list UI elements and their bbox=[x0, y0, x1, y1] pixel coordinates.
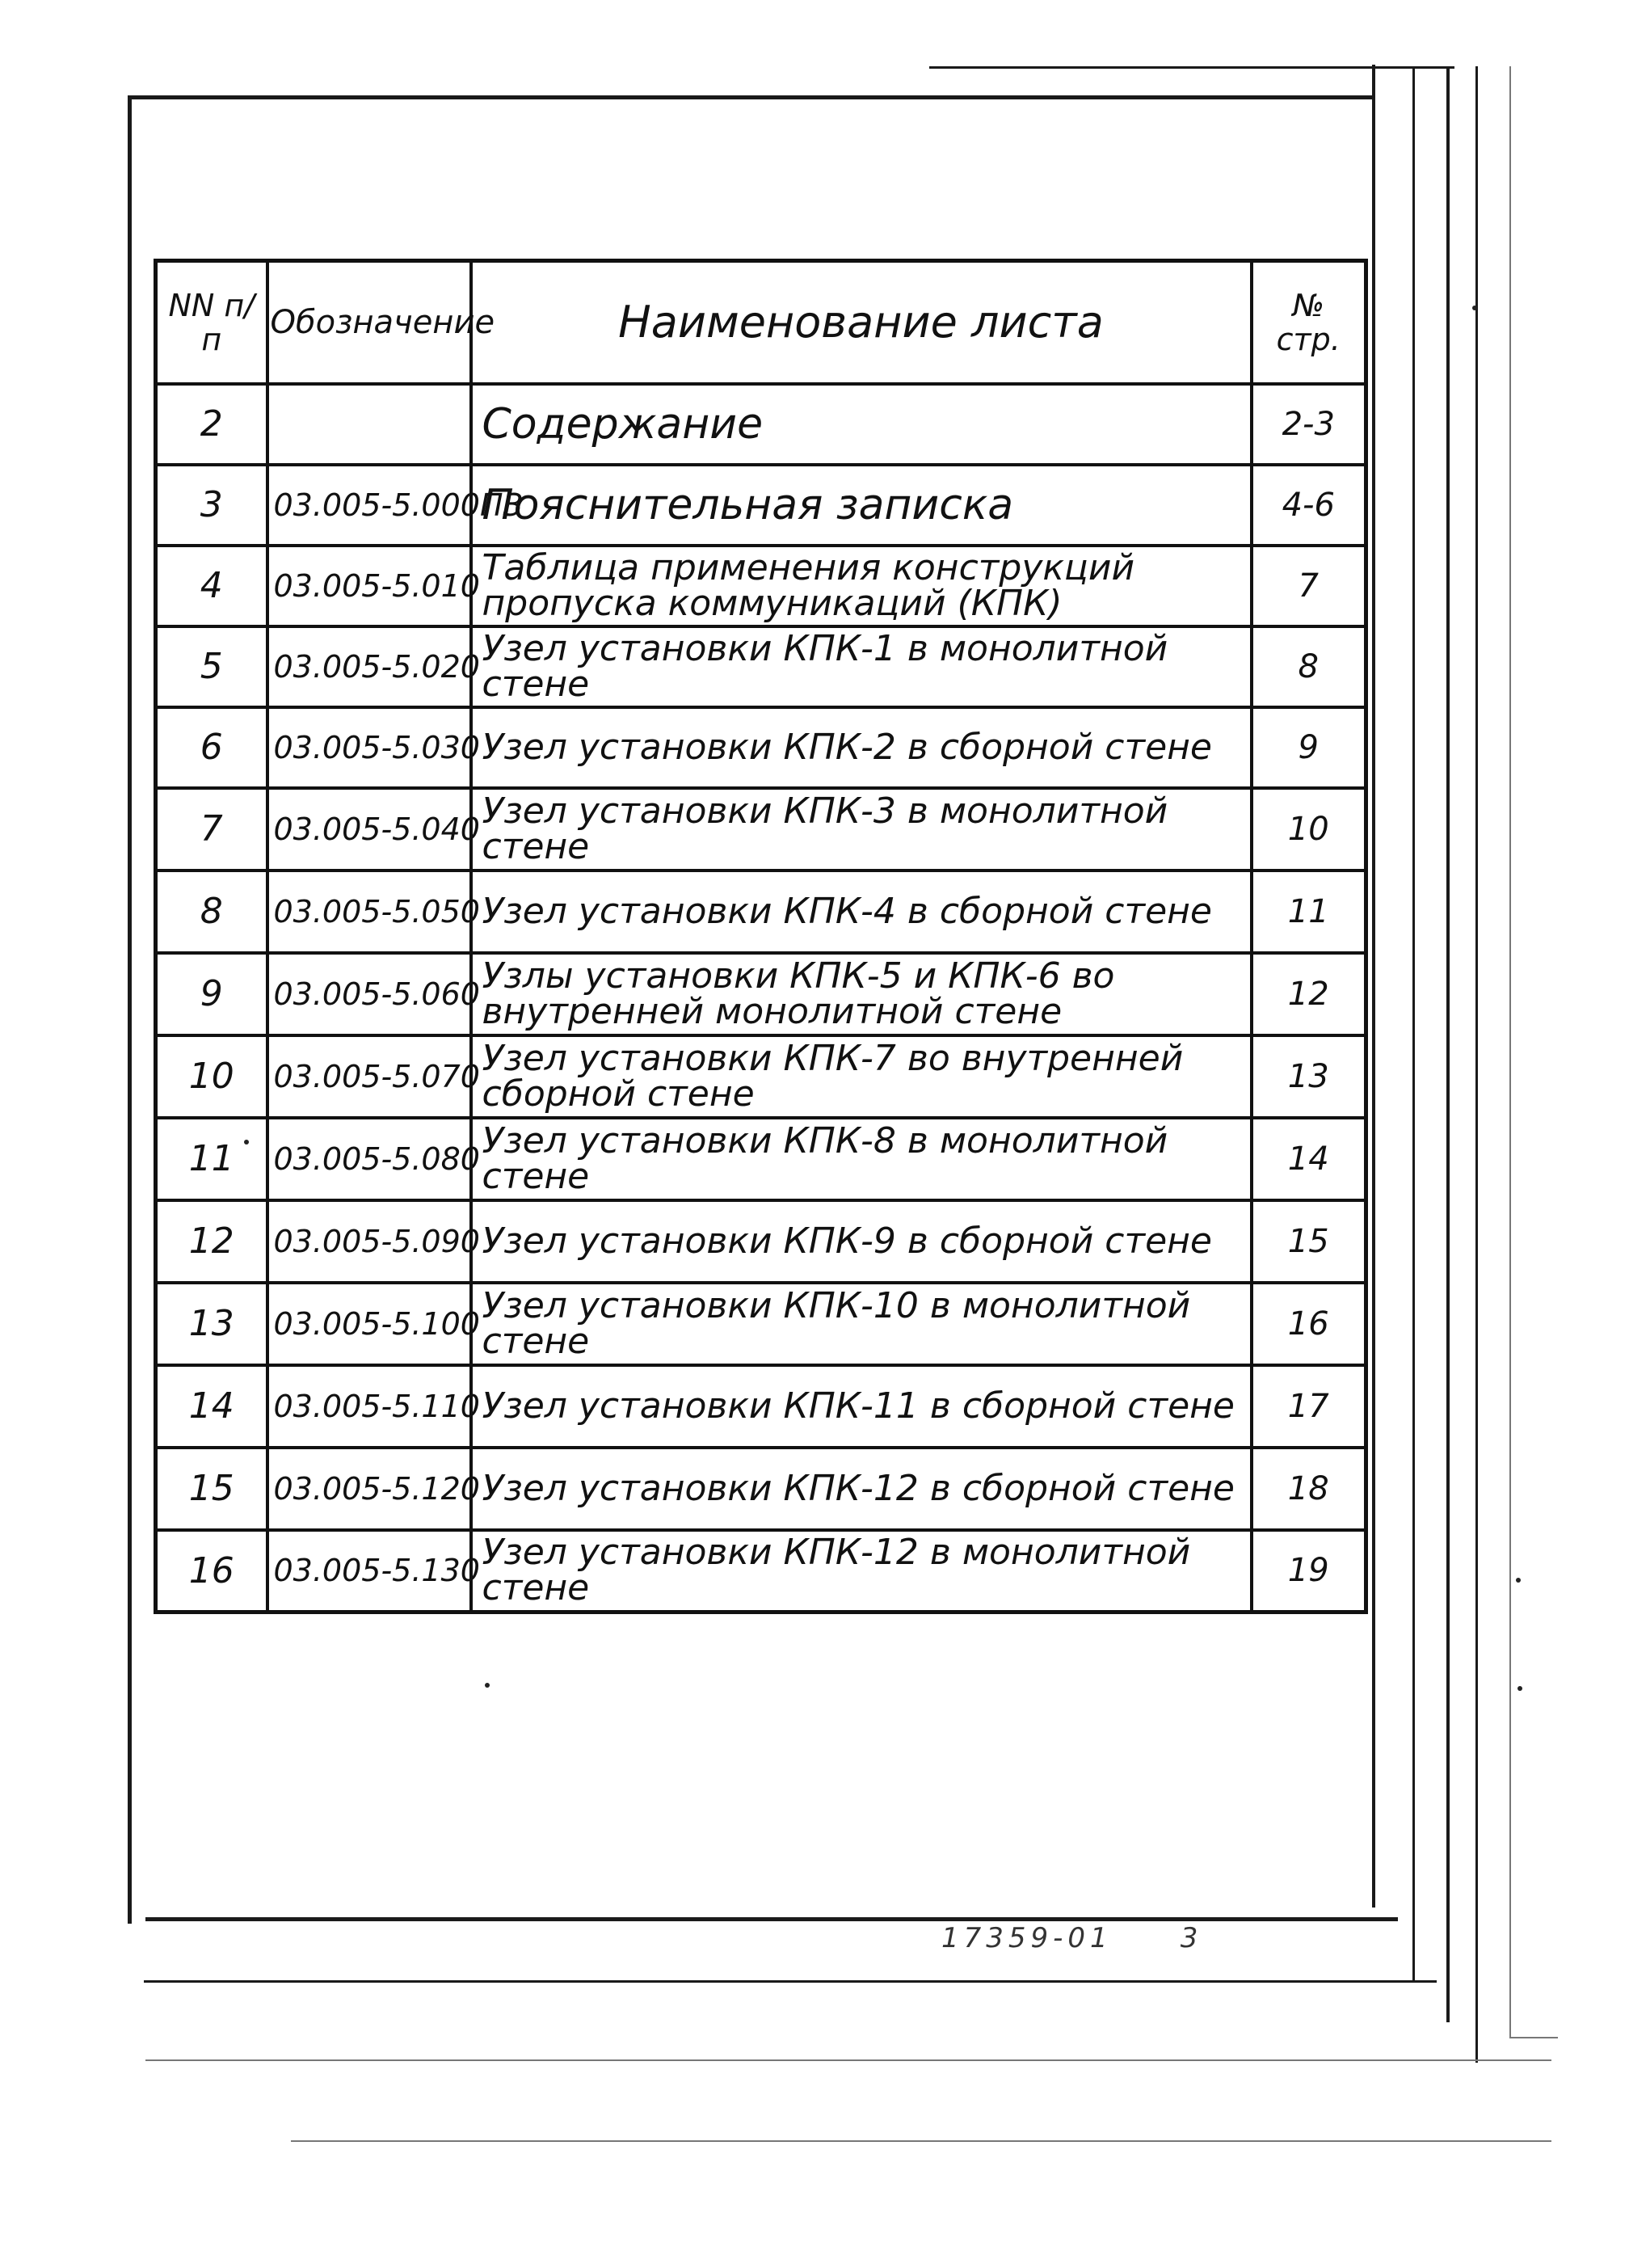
row-number: 14 bbox=[156, 1365, 267, 1448]
row-designation: 03.005-5.130 bbox=[267, 1530, 471, 1612]
row-page: 9 bbox=[1252, 707, 1366, 788]
row-number: 13 bbox=[156, 1283, 267, 1365]
table-row bbox=[156, 1448, 1366, 1530]
row-designation: 03.005-5.070 bbox=[267, 1035, 471, 1118]
row-sheet-name: Узел установки КПК-9 в сборной стене bbox=[471, 1200, 1252, 1283]
table-row bbox=[156, 788, 1366, 871]
row-page: 17 bbox=[1252, 1365, 1366, 1448]
frame-left-border bbox=[128, 95, 132, 1924]
table-row bbox=[156, 1035, 1366, 1118]
row-number: 9 bbox=[156, 953, 267, 1035]
row-page: 7 bbox=[1252, 546, 1366, 626]
row-sheet-name: Узел установки КПК-2 в сборной стене bbox=[471, 707, 1252, 788]
frame-right-border bbox=[1372, 65, 1375, 1908]
row-number: 3 bbox=[156, 465, 267, 546]
contents-table bbox=[154, 259, 1368, 1614]
row-page: 13 bbox=[1252, 1035, 1366, 1118]
row-sheet-name: Содержание bbox=[471, 384, 1252, 465]
table-row bbox=[156, 1283, 1366, 1365]
stamp-code: 17359-01 bbox=[941, 1922, 1113, 1954]
row-page: 14 bbox=[1252, 1118, 1366, 1200]
row-number: 15 bbox=[156, 1448, 267, 1530]
row-sheet-name: Узел установки КПК-3 в монолитной стене bbox=[471, 788, 1252, 871]
row-designation: 03.005-5.020 bbox=[267, 626, 471, 707]
table-row bbox=[156, 546, 1366, 626]
row-sheet-name: Узел установки КПК-1 в монолитной стене bbox=[471, 626, 1252, 707]
scan-speck bbox=[1472, 306, 1477, 310]
row-page: 8 bbox=[1252, 626, 1366, 707]
row-sheet-name: Узел установки КПК-8 в монолитной стене bbox=[471, 1118, 1252, 1200]
header-page: № стр. bbox=[1252, 261, 1366, 384]
table-row bbox=[156, 1530, 1366, 1612]
row-designation: 03.005-5.040 bbox=[267, 788, 471, 871]
scan-speck bbox=[485, 1683, 490, 1688]
row-designation: 03.005-5.050 bbox=[267, 871, 471, 953]
table-row bbox=[156, 626, 1366, 707]
row-designation: 03.005-5.010 bbox=[267, 546, 471, 626]
row-sheet-name: Узел установки КПК-12 в сборной стене bbox=[471, 1448, 1252, 1530]
row-designation bbox=[267, 384, 471, 465]
row-designation: 03.005-5.120 bbox=[267, 1448, 471, 1530]
row-number: 8 bbox=[156, 871, 267, 953]
row-number: 12 bbox=[156, 1200, 267, 1283]
row-number: 4 bbox=[156, 546, 267, 626]
row-page: 12 bbox=[1252, 953, 1366, 1035]
scan-speck bbox=[1517, 1686, 1522, 1691]
table-row bbox=[156, 1118, 1366, 1200]
table-header-row bbox=[156, 261, 1366, 384]
scan-line-right bbox=[1509, 66, 1511, 2038]
row-sheet-name: Пояснительная записка bbox=[471, 465, 1252, 546]
header-number: NN п/п bbox=[156, 261, 267, 384]
row-page: 10 bbox=[1252, 788, 1366, 871]
frame-outer-bottom bbox=[144, 1980, 1437, 1983]
scan-speck bbox=[1516, 1578, 1521, 1583]
row-number: 10 bbox=[156, 1035, 267, 1118]
row-sheet-name: Узел установки КПК-7 во внутренней сборной стене bbox=[471, 1035, 1252, 1118]
row-page: 2-3 bbox=[1252, 384, 1366, 465]
table-row bbox=[156, 1200, 1366, 1283]
header-designation: Обозначение bbox=[267, 261, 471, 384]
row-designation: 03.005-5.030 bbox=[267, 707, 471, 788]
header-sheet-name: Наименование листа bbox=[471, 261, 1252, 384]
scan-line-bottom-2 bbox=[291, 2140, 1551, 2142]
frame-bottom-border bbox=[145, 1917, 1398, 1921]
row-number: 16 bbox=[156, 1530, 267, 1612]
row-designation: 03.005-5.000ПЗ bbox=[267, 465, 471, 546]
row-page: 16 bbox=[1252, 1283, 1366, 1365]
row-number: 2 bbox=[156, 384, 267, 465]
row-designation: 03.005-5.060 bbox=[267, 953, 471, 1035]
table-row bbox=[156, 384, 1366, 465]
sheet-number: 3 bbox=[1180, 1922, 1203, 1954]
row-designation: 03.005-5.100 bbox=[267, 1283, 471, 1365]
row-page: 4-6 bbox=[1252, 465, 1366, 546]
row-page: 18 bbox=[1252, 1448, 1366, 1530]
row-designation: 03.005-5.110 bbox=[267, 1365, 471, 1448]
scan-line-right-bottom bbox=[1509, 2037, 1558, 2038]
row-number: 5 bbox=[156, 626, 267, 707]
row-number: 6 bbox=[156, 707, 267, 788]
row-sheet-name: Таблица применения конструкций пропуска коммуникаций (КПК) bbox=[471, 546, 1252, 626]
row-number: 7 bbox=[156, 788, 267, 871]
row-sheet-name: Узел установки КПК-4 в сборной стене bbox=[471, 871, 1252, 953]
frame-edge-right-1 bbox=[1446, 66, 1450, 2022]
frame-outer-top bbox=[929, 66, 1454, 69]
table-row bbox=[156, 871, 1366, 953]
table-row bbox=[156, 707, 1366, 788]
frame-edge-right-2 bbox=[1475, 66, 1478, 2063]
row-page: 19 bbox=[1252, 1530, 1366, 1612]
frame-outer-right bbox=[1412, 66, 1415, 1982]
document-stamp bbox=[941, 1922, 1202, 1954]
row-page: 15 bbox=[1252, 1200, 1366, 1283]
table-row bbox=[156, 1365, 1366, 1448]
row-page: 11 bbox=[1252, 871, 1366, 953]
scan-line-bottom-1 bbox=[145, 2059, 1551, 2061]
row-sheet-name: Узел установки КПК-11 в сборной стене bbox=[471, 1365, 1252, 1448]
row-number: 11 bbox=[156, 1118, 267, 1200]
frame-top-border bbox=[129, 95, 1375, 99]
table-row bbox=[156, 465, 1366, 546]
row-sheet-name: Узлы установки КПК-5 и КПК-6 во внутренней монолитной стене bbox=[471, 953, 1252, 1035]
row-sheet-name: Узел установки КПК-12 в монолитной стене bbox=[471, 1530, 1252, 1612]
table-row bbox=[156, 953, 1366, 1035]
row-designation: 03.005-5.080 bbox=[267, 1118, 471, 1200]
row-designation: 03.005-5.090 bbox=[267, 1200, 471, 1283]
row-sheet-name: Узел установки КПК-10 в монолитной стене bbox=[471, 1283, 1252, 1365]
